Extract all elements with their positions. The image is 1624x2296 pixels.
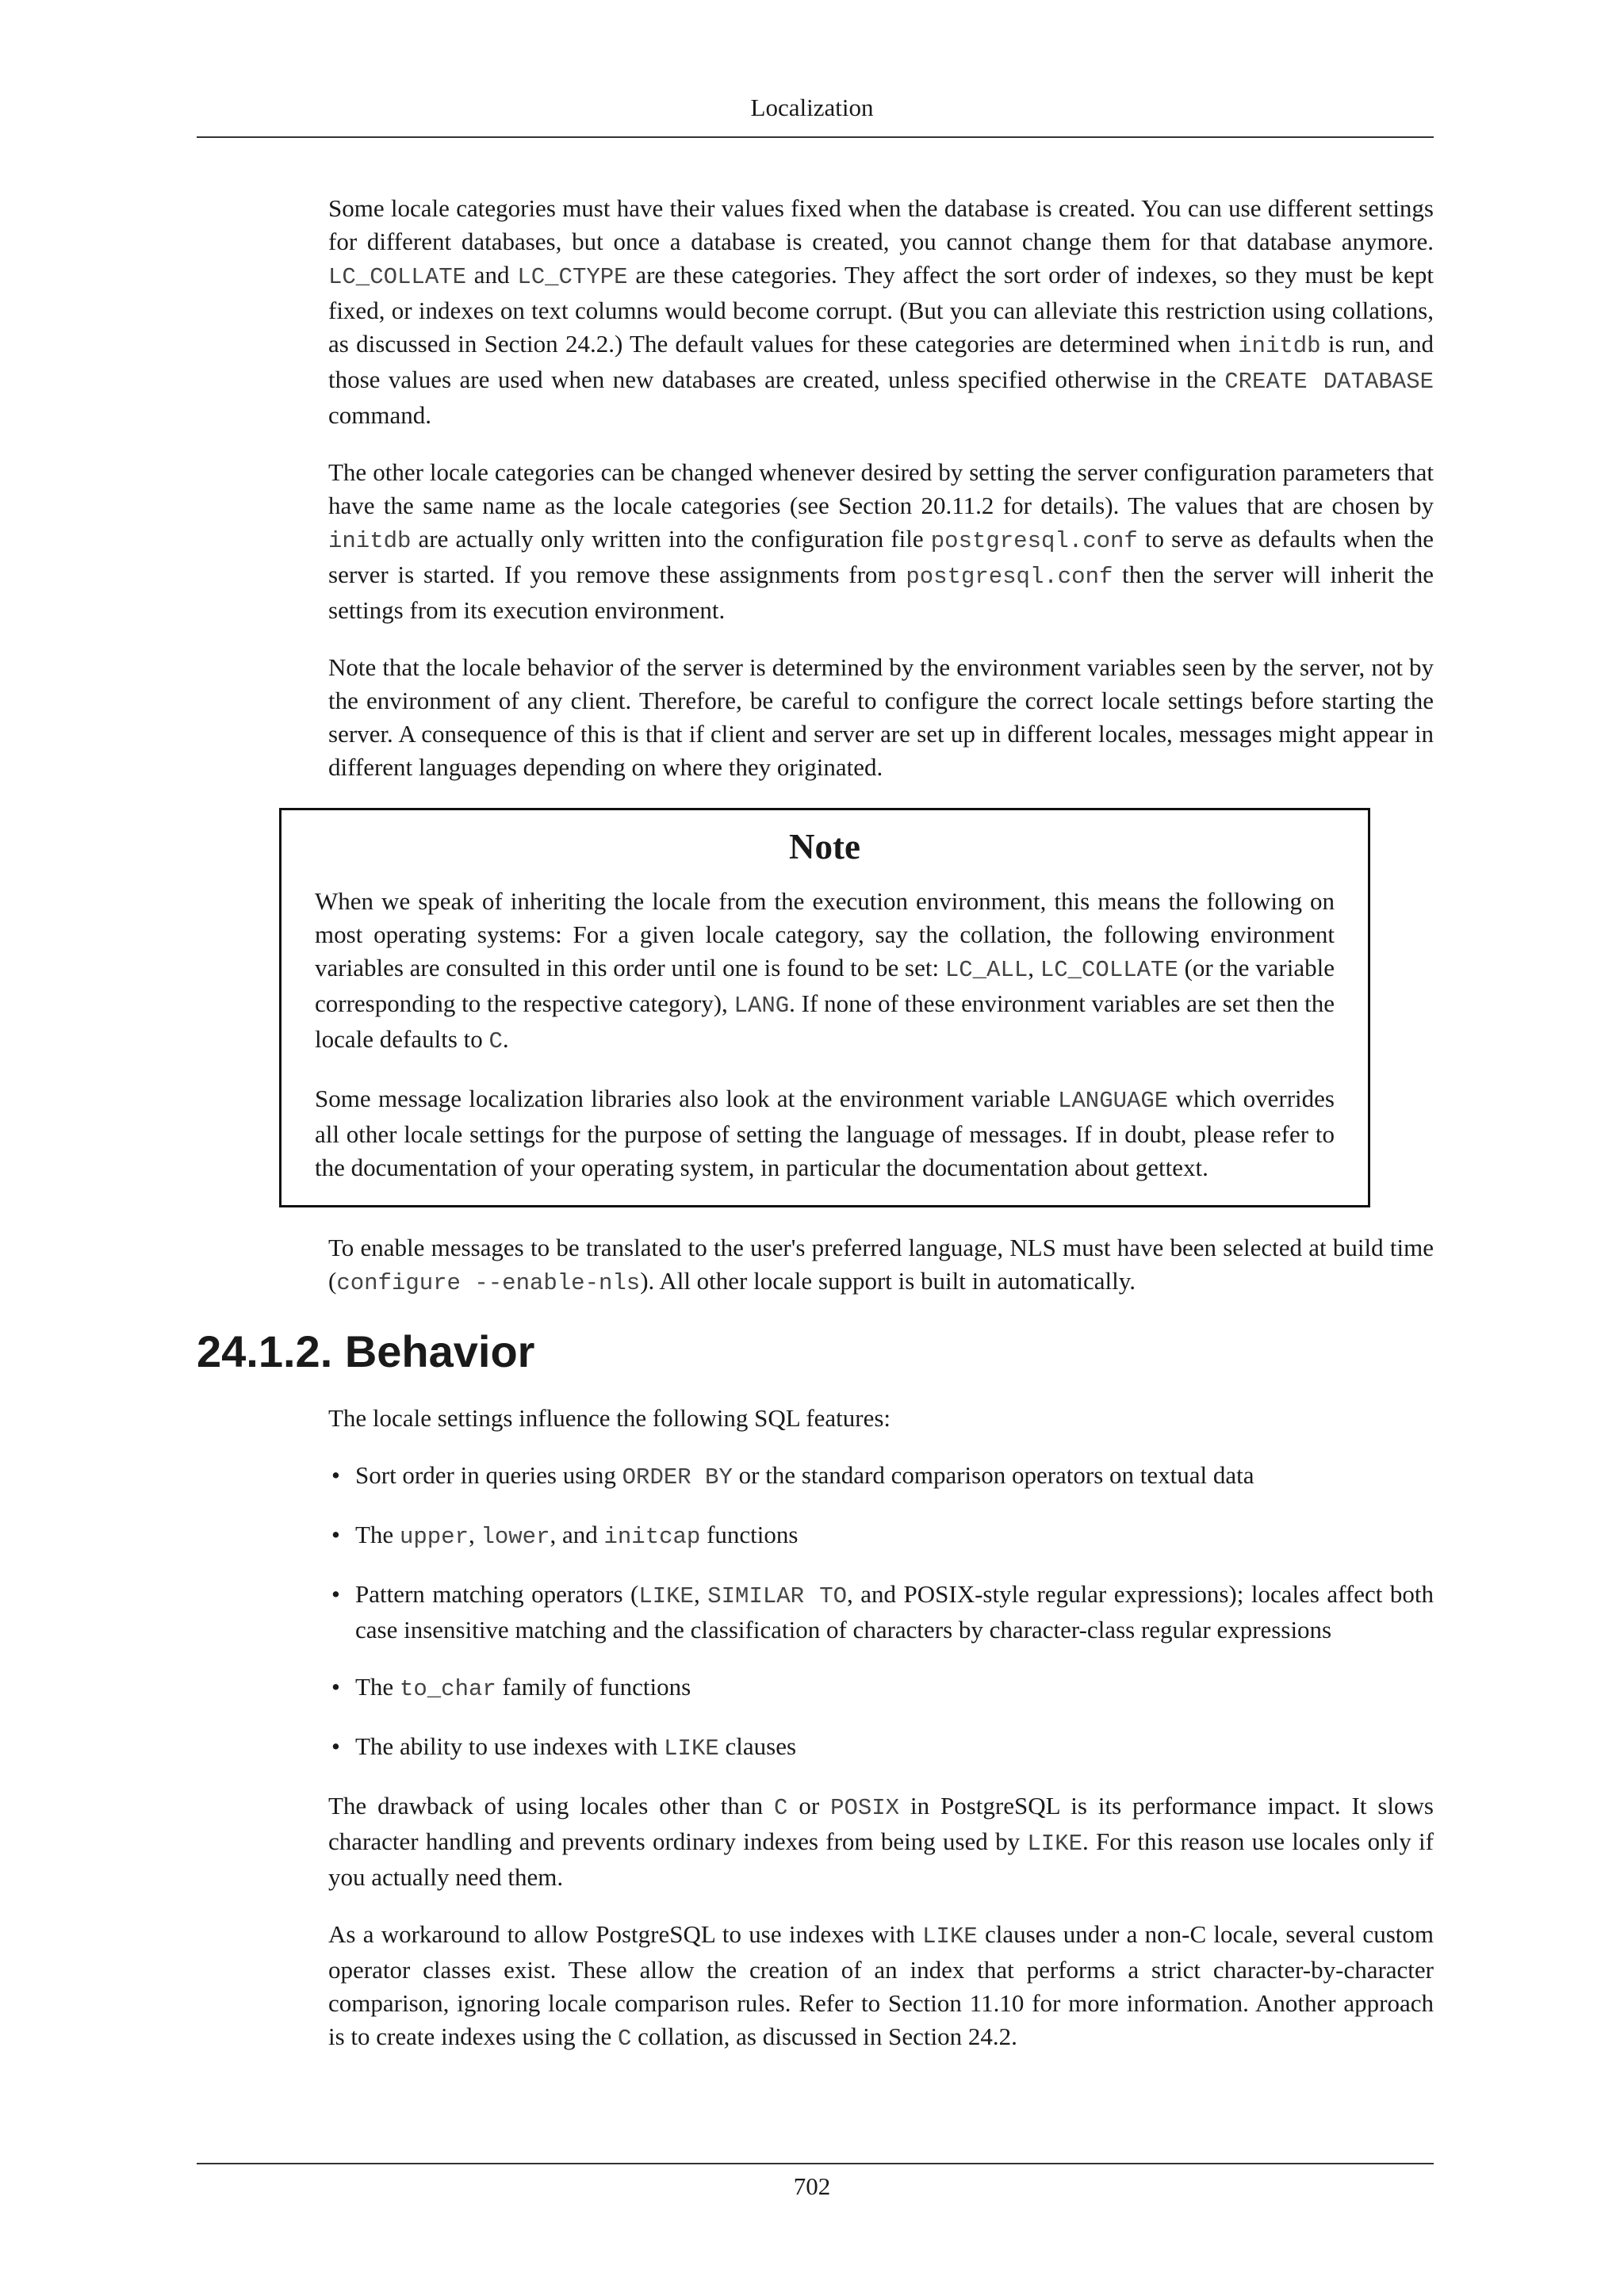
code-posix: POSIX bbox=[830, 1795, 900, 1821]
text-span: is run, and those values are used when new databases are created, unless specified otherwise in the bbox=[328, 330, 1434, 393]
footer-rule bbox=[197, 2163, 1434, 2164]
text-span: then the server will inherit the settings from its execution environment. bbox=[328, 561, 1434, 624]
text-span: , bbox=[693, 1580, 708, 1608]
code-postgresql-conf: postgresql.conf bbox=[930, 528, 1138, 554]
code-lc-ctype: LC_CTYPE bbox=[517, 264, 628, 290]
text-span: . For this reason use locales only if you actually need them. bbox=[328, 1827, 1434, 1891]
paragraph-features-intro bbox=[328, 1402, 1434, 1435]
text-span: Some message localization libraries also look at the environment variable bbox=[315, 1085, 1058, 1112]
note-paragraph-language bbox=[315, 1082, 1335, 1184]
paragraph-drawback bbox=[328, 1789, 1434, 1894]
bullet-icon: • bbox=[331, 1673, 340, 1701]
text-span: clauses bbox=[718, 1732, 797, 1760]
text-span: Note that the locale behavior of the server is determined by the environment variables seen by the server, not by the environment of any client. Therefore, be careful to configure the correct locale settings before starting the server. A consequence of this is that if client and server are set up in different locales, messages might appear in different languages depending on where they originated. bbox=[328, 653, 1434, 781]
code-create-database: CREATE DATABASE bbox=[1224, 369, 1434, 395]
code-c: C bbox=[488, 1028, 503, 1054]
text-span: , bbox=[1028, 954, 1040, 982]
list-item bbox=[328, 1670, 1434, 1706]
code-similar-to: SIMILAR TO bbox=[707, 1583, 848, 1609]
code-initcap: initcap bbox=[603, 1524, 701, 1550]
text-span: The bbox=[355, 1673, 400, 1701]
text-span: . bbox=[502, 1025, 509, 1053]
bullet-icon: • bbox=[331, 1521, 340, 1548]
note-box bbox=[279, 808, 1370, 1207]
paragraph-server-environment bbox=[328, 651, 1434, 784]
text-span: collation, as discussed in Section 24.2. bbox=[631, 2022, 1017, 2050]
code-lower: lower bbox=[481, 1524, 550, 1550]
header-rule bbox=[197, 136, 1434, 138]
code-like: LIKE bbox=[638, 1583, 694, 1609]
text-span: Pattern matching operators ( bbox=[355, 1580, 639, 1608]
code-like: LIKE bbox=[922, 1923, 978, 1950]
feature-list bbox=[328, 1459, 1434, 1766]
code-like: LIKE bbox=[1027, 1831, 1083, 1857]
code-c: C bbox=[774, 1795, 788, 1821]
text-span: clauses under a non-C locale, several custom operator classes exist. These allow the creation of an index that performs a strict character-by-character comparison, ignoring locale comparison rules. Refer to Section 11.10 for more information. Another approach is to create indexes using the bbox=[328, 1920, 1434, 2050]
text-span: The bbox=[355, 1521, 400, 1548]
section-heading: 24.1.2. Behavior bbox=[197, 1326, 535, 1376]
text-span: are these categories. They affect the sort order of indexes, so they must be kept fixed, or indexes on text columns would become corrupt. (But you can alleviate this restriction using collations, as discussed in Section 24.2.) The default values for these categories are determined when bbox=[328, 261, 1434, 358]
code-initdb: initdb bbox=[1238, 333, 1321, 359]
text-span: When we speak of inheriting the locale from the execution environment, this means the following on most operating systems: For a given locale category, say the collation, the following environment variables are consulted in this order until one is found to be set: bbox=[315, 887, 1335, 982]
code-postgresql-conf: postgresql.conf bbox=[906, 564, 1113, 590]
code-c: C bbox=[618, 2026, 632, 2052]
text-span: The drawback of using locales other than bbox=[328, 1792, 775, 1820]
bullet-icon: • bbox=[331, 1461, 340, 1489]
text-span: The other locale categories can be changed whenever desired by setting the server configuration parameters that have the same name as the locale categories (see Section 20.11.2 for details). The values that are chosen by bbox=[328, 458, 1434, 519]
text-span: , and POSIX-style regular expressions); locales affect both case insensitive matching and the classification of characters by character-class regular expressions bbox=[355, 1580, 1434, 1644]
text-span: family of functions bbox=[496, 1673, 691, 1701]
note-title: Note bbox=[789, 827, 860, 867]
paragraph-workaround bbox=[328, 1918, 1434, 2056]
text-span: As a workaround to allow PostgreSQL to use indexes with bbox=[328, 1920, 923, 1948]
text-span: , and bbox=[550, 1521, 604, 1548]
code-lc-all: LC_ALL bbox=[944, 957, 1028, 983]
text-span: (or the variable corresponding to the respective category), bbox=[315, 954, 1335, 1017]
paragraph-nls bbox=[328, 1231, 1434, 1300]
list-item bbox=[328, 1578, 1434, 1647]
text-span: or bbox=[787, 1792, 831, 1820]
list-item bbox=[328, 1459, 1434, 1494]
text-span: To enable messages to be translated to the user's preferred language, NLS must have been selected at build time ( bbox=[328, 1234, 1434, 1295]
text-span: or the standard comparison operators on textual data bbox=[732, 1461, 1254, 1489]
text-span: are actually only written into the configuration file bbox=[411, 525, 931, 553]
code-lc-collate: LC_COLLATE bbox=[1040, 957, 1178, 983]
page-body bbox=[197, 192, 1434, 2080]
running-header: Localization bbox=[750, 94, 874, 121]
text-span: The locale settings influence the following SQL features: bbox=[328, 1404, 891, 1432]
page-number: 702 bbox=[793, 2172, 831, 2200]
text-span: The ability to use indexes with bbox=[355, 1732, 665, 1760]
code-lc-collate: LC_COLLATE bbox=[328, 264, 467, 290]
bullet-icon: • bbox=[331, 1732, 340, 1760]
code-order-by: ORDER BY bbox=[622, 1464, 733, 1490]
text-span: command. bbox=[328, 401, 431, 429]
code-initdb: initdb bbox=[328, 528, 412, 554]
paragraph-fixed-categories bbox=[328, 192, 1434, 432]
text-span: Sort order in queries using bbox=[355, 1461, 622, 1489]
paragraph-other-categories bbox=[328, 456, 1434, 627]
text-span: in PostgreSQL is its performance impact. It slows character handling and prevents ordinary indexes from being used by bbox=[328, 1792, 1434, 1855]
text-span: which overrides all other locale settings for the purpose of setting the language of messages. If in doubt, please refer to the documentation of your operating system, in particular the documentation about gettext. bbox=[315, 1085, 1335, 1181]
text-span: Some locale categories must have their values fixed when the database is created. You can use different settings for different databases, but once a database is created, you cannot change them for that database anymore. bbox=[328, 194, 1434, 255]
code-like: LIKE bbox=[664, 1735, 719, 1762]
list-item bbox=[328, 1730, 1434, 1766]
code-upper: upper bbox=[399, 1524, 469, 1550]
text-span: . If none of these environment variables are set then the locale defaults to bbox=[315, 989, 1335, 1053]
text-span: and bbox=[466, 261, 518, 289]
code-configure-enable-nls: configure --enable-nls bbox=[336, 1270, 641, 1296]
code-language: LANGUAGE bbox=[1057, 1088, 1169, 1114]
text-span: functions bbox=[700, 1521, 799, 1548]
text-span: to serve as defaults when the server is started. If you remove these assignments from bbox=[328, 525, 1434, 588]
code-lang: LANG bbox=[733, 993, 790, 1019]
note-paragraph-inheritance bbox=[315, 885, 1335, 1058]
text-span: ). All other locale support is built in automatically. bbox=[640, 1267, 1136, 1295]
list-item bbox=[328, 1518, 1434, 1554]
bullet-icon: • bbox=[331, 1580, 340, 1608]
code-to-char: to_char bbox=[399, 1676, 496, 1702]
text-span: , bbox=[468, 1521, 481, 1548]
